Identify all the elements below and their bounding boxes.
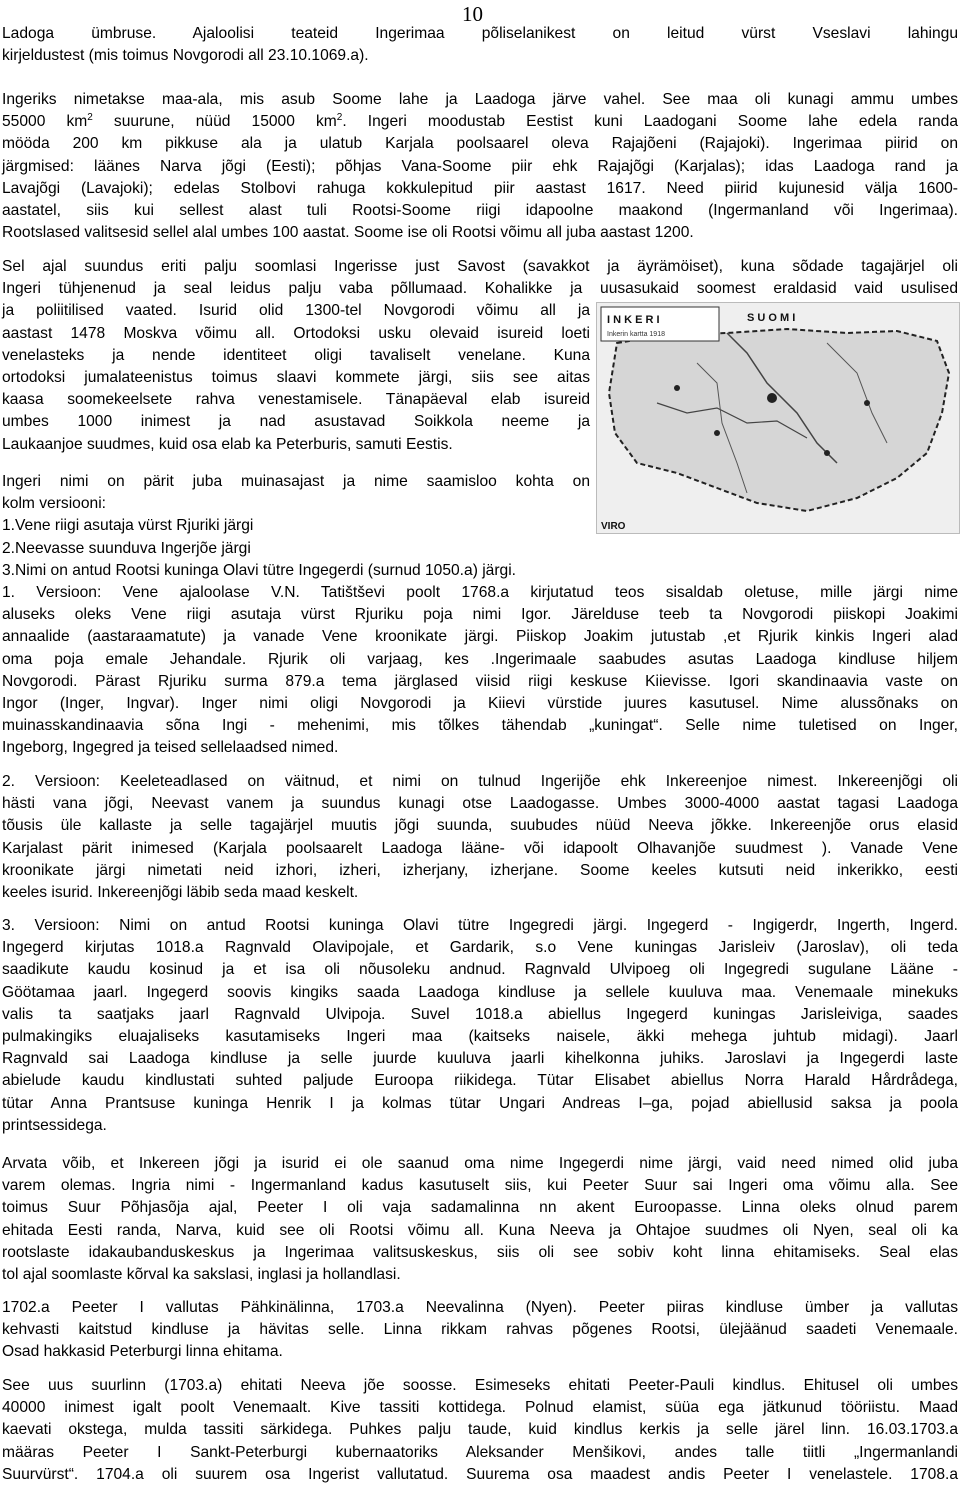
text-line: aastatel, siis kui sellest alast tuli Rootsi-Soome riigi idapoolne maakond (Ingermanland või Ingerimaa). [2, 202, 958, 220]
text-line: Arvata võib, et Inkereen jõgi ja isurid ei ole saanud oma nime Ingegerdi nime järgi, vaid need nimed olid juba [2, 1155, 958, 1172]
text-line: Karjalast pärit inimesed (Karjala poolsaarelt Laadoga lääne- või idapoolt Olhavanjõe suudmest ). Vanade Vene [2, 839, 958, 857]
area-old: 55000 km [2, 113, 88, 131]
text-line: Laukaanjoe suudmes, kuid osa elab ka Peterburis, samuti Eestis. [2, 435, 453, 453]
text-line: mööda 200 km pikkuse ala ja ulatub Karjala poolsaarel oleva Rajajõeni (Rajajoki). Ingerimaa piirid on [2, 135, 958, 153]
text-line: kroonikate järgi nimetati neid izhori, izheri, izherjany, izherjane. Soome keeles kutsuti neid inkerikko, eesti [2, 861, 958, 879]
text-line: Suurvürst“. 1704.a oli suurem osa Ingerist vallutatud. Suurema osa maadest andis Peeter I venelastele. 1708.a [2, 1465, 958, 1483]
town-marker [864, 400, 870, 406]
text-line: tõusis üle kallaste ja selle tagajärjel muutis jõgi suunda, suubudes nüüd Neeva jõkke. Inkereenjõe orus elasid [2, 817, 958, 835]
ingeri-map-image [596, 302, 960, 534]
text-line: aluseks oleks Vene riigi asutaja vürst Rjuriku poja nimi Igor. Järelduse teeb ta Novgorodi piiskopi Joakimi [2, 606, 958, 624]
text-line: 40000 inimest igalt poolt Venemaalt. Kive tassiti kottidega. Polnud elamist, süüa ega jätkunud tööriistu. Maad [2, 1399, 958, 1417]
text-line: Osad hakkasid Peterburgi linna ehitama. [2, 1343, 283, 1361]
text-line: umbes 1000 inimest ja nad asustavad Soikkola neeme ja [2, 413, 590, 431]
text-line: rootslaste idakaubanduskeskus ja Ingerimaa valitsuskeskus, siis oli see sobiv koht linna ehitamiseks. Seal elas [2, 1243, 958, 1261]
paragraph-ingeri-area [2, 89, 958, 244]
text-line: Ladoga ümbruse. Ajaloolisi teateid Ingerimaa põliselanikest on leitud vürst Vseslavi lahingu [2, 25, 958, 42]
paragraph-ladoga [2, 23, 958, 67]
text-line: saadikute kaudu kosinud ja et isa oli nõusoleku andnud. Ragnvald Ulvipoeg oli Ingegredi sugulane Lääne - [2, 961, 958, 979]
superscript: 2 [87, 112, 93, 124]
text-line: toimus Suur Põhjasõja ajal, Peeter I oli vaja sadamalinna nn akent Euroopasse. Linna oleks olnud parem [2, 1199, 958, 1217]
text-line: aastast 1478 Moskva võimu all. Ortodoksi usku olevaid isureid loeti [2, 324, 590, 342]
text-line: ehitada Eesti randa, Narva, kuid see oli Rootsi võimu all. Kuna Neeva ja Ohtajoe suudmes oli Nyen, seal oli ka [2, 1221, 958, 1239]
map-label-viro: VIRO [601, 521, 626, 532]
text-line: abielude kaudu kindlustati suhted paljude Euroopa riikidega. Tütar Elisabet abiellus Norra Harald Hårdrådega, [2, 1072, 958, 1090]
text-line: Ingeri tühjenenud ja seal leidus palju vaba põllumaad. Kohalikke ja uusasukaid soomest eraldasid vaid usulised [2, 280, 958, 298]
map-graphic [597, 303, 959, 533]
text-line: Novgorodi. Pärast Rjuriku surma 879.a tema järglased viisid riigi keskuse Kiievisse. Igori skandinaavia vaste on [2, 672, 958, 690]
text-line: järgmised: läänes Narva jõgi (Eesti); põhjas Vana-Soome piir ehk Rajajõgi (Karjalas); idas Laadoga rand ja [2, 157, 958, 175]
text-line: keeles isurid. Inkereenjõgi läbib seda maad keskelt. [2, 884, 359, 902]
text-line: kaevati okstega, mulda tassiti särkidega. Puhkes palju taude, kuid kindlus kerkis ja selle järel linn. 16.03.1703.a [2, 1421, 958, 1439]
text-line: printsessidega. [2, 1116, 107, 1134]
superscript: 2 [336, 112, 343, 124]
text-line: muinasskandinaavia sõna Ingi - mehenimi, mis tõlkes tähendab „kuningat“. Selle nime tuletised on Inger, [2, 717, 958, 735]
text-line: Ingeri nimi on pärit juba muinasajast ja nime saamisloo kohta on [2, 473, 590, 490]
text-line [2, 111, 958, 133]
city-marker [767, 393, 777, 403]
page-number: 10 [462, 2, 483, 26]
list-item: 3.Nimi on antud Rootsi kuninga Olavi tütre Ingegerdi (surnud 1050.a) järgi. [2, 561, 517, 579]
text-line: valis ta saatjaks jaarl Ragnvald Ulvipoja. Suvel 1018.a abiellus Ingegerd kuningas Jarisleiviga, saades [2, 1005, 958, 1023]
paragraph-1702 [2, 1297, 958, 1364]
text-line: Ragnvald sai Laadoga kindluse ja selle juurde kuuluva jaarli kihelkonna juhiks. Jaroslavi ja Ingegerdi laste [2, 1050, 958, 1068]
text-line: Sel ajal suundus eriti palju soomlasi Ingerisse just Savost (savakkot ja äyrämöiset), kuna sõdade tagajärjel oli [2, 258, 958, 275]
text-line: pulmakingiks eluajaliseks kasutamiseks Ingeri maa (kaitseks naisele, äkki mehega juhtub midagi). Jaarl [2, 1028, 958, 1046]
text-line: Lavajõgi (Lavajoki); edelas Stolbovi rahuga kokkulepitud piir aastast 1617. Need piirid kujunesid välja 1600- [2, 179, 958, 197]
text-line: tol ajal soomlaste kõrval ka sakslasi, inglasi ja hollandlasi. [2, 1266, 401, 1284]
text-line: Ingor (Inger, Ingvar). Inger nimi oligi Novgorodi ja Kiievi vürstide juures kasutusel. Nime alussõnaks on [2, 695, 958, 713]
text-line: 1702.a Peeter I vallutas Pähkinälinna, 1703.a Neevalinna (Nyen). Peeter piiras kindluse ümber ja vallutas [2, 1299, 958, 1316]
text-line: varem olemas. Ingria nimi - Ingermanland kadus kasutuselt siis, kui Peeter Suur sai Ingeri oma võimu alla. See [2, 1177, 958, 1195]
text-line: Rootslased valitsesid sellel alal umbes 100 aastat. Soome ise oli Rootsi võimu all juba aastast 1200. [2, 224, 694, 242]
text-line: Ingeborg, Ingegred ja teised sellelaadsed nimed. [2, 739, 339, 757]
paragraph-version-3 [2, 915, 958, 1137]
text-line: ja poliitilised vaated. Isurid olid 1300-tel Novgorodi võimu all ja [2, 302, 590, 320]
text-line: venelasteks ja nende identiteet oligi tavaliselt venelane. Kuna [2, 346, 590, 364]
paragraph-version-2 [2, 771, 958, 904]
text-line: Göötamaa jaarl. Ingegerd soovis kingiks saada Laadoga kindluse ja sellele kuuluva maa. Venemaale minekuks [2, 983, 958, 1001]
text-fragment: . Ingeri moodustab Eestist kuni Laadogani Soome lahe edela randa [342, 113, 959, 131]
text-line: 3. Versioon: Nimi on antud Rootsi kuninga Olavi tütre Ingegredi järgi. Ingegerd - Ingigerdr, Ingerth, Ingerd. [2, 917, 958, 934]
paragraph-ingria-name [2, 1153, 958, 1286]
list-item: 2.Neevasse suunduva Ingerjõe järgi [2, 539, 251, 557]
text-line: kolm versiooni: [2, 495, 106, 513]
area-new: suurune, nüüd 15000 km [92, 113, 337, 131]
text-line: oma poja emale Jehandale. Rjurik oli varjaag, kes .Ingerimaale saabudes asutas Laadoga kindluse hiljem [2, 650, 958, 668]
town-marker [824, 450, 830, 456]
text-line: annaalide (aastaraamatute) ja vanade Vene kroonikate järgi. Piiskop Joakim jutustab ,et Rjurik kinkis Ingeri alad [2, 628, 958, 646]
map-title: I N K E R I [607, 314, 660, 326]
text-line: ortodoksi jumalateenistus toimus slaavi kommete järgi, siis see aitas [2, 369, 590, 387]
town-marker [674, 385, 680, 391]
text-line: kaasa soomekeelsete rahva venestamisele. Tänapäeval elab isureid [2, 391, 590, 409]
text-line: tütar Anna Prantsuse kuninga Henrik I ja kolmas tütar Ungari Andreas I–ga, pojad abiellusid saksa ja poola [2, 1094, 958, 1112]
text-line: See uus suurlinn (1703.a) ehitati Neeva jõe soosse. Esimeseks ehitati Peeter-Pauli kindlus. Ehitusel oli umbes [2, 1377, 958, 1394]
map-subtitle: Inkerin kartta 1918 [607, 331, 665, 338]
list-item: 1.Vene riigi asutaja vürst Rjuriki järgi [2, 517, 254, 535]
text-line: Ingeriks nimetakse maa-ala, mis asub Soome lahe ja Laadoga järve vahel. See maa oli kunagi ammu umbes [2, 91, 958, 108]
text-line: määras Peeter I Sankt-Peterburgi kubernaatoriks Aleksander Menšikovi, andes talle tiitli „Ingermanlandi [2, 1443, 958, 1461]
text-line: 2. Versioon: Keeleteadlased on väitnud, et nimi on tulnud Ingerijõe ehk Inkereenjoe nimest. Inkereenjõgi oli [2, 773, 958, 790]
map-label-suomi: S U O M I [747, 312, 796, 324]
town-marker [714, 430, 720, 436]
text-line: Ingegerd kirjutas 1018.a Ragnvald Olavipojale, et Gardarik, s.o Vene kuningas Jarisleiv (Jaroslav), oli teda [2, 939, 958, 957]
text-line: kirjeldustest (mis toimus Novgorodi all 23.10.1069.a). [2, 47, 369, 65]
text-line: kehvasti kaitstud kindluse ja hävitas selle. Linna rikkam rahvas põgenes Rootsi, ülejäänud saadeti Venemaale. [2, 1321, 958, 1339]
paragraph-new-city [2, 1375, 958, 1486]
paragraph-version-1 [2, 582, 958, 760]
text-line: hästi vana jõgi, Neevast vanem ja suundus kunagi otse Laadogasse. Umbes 3000-4000 aastat tagasi Laadoga [2, 795, 958, 813]
text-line: 1. Versioon: Vene ajaloolase V.N. Tatištševi poolt 1768.a kirjutatud teos sisaldab oletuse, mille järgi nime [2, 584, 958, 601]
